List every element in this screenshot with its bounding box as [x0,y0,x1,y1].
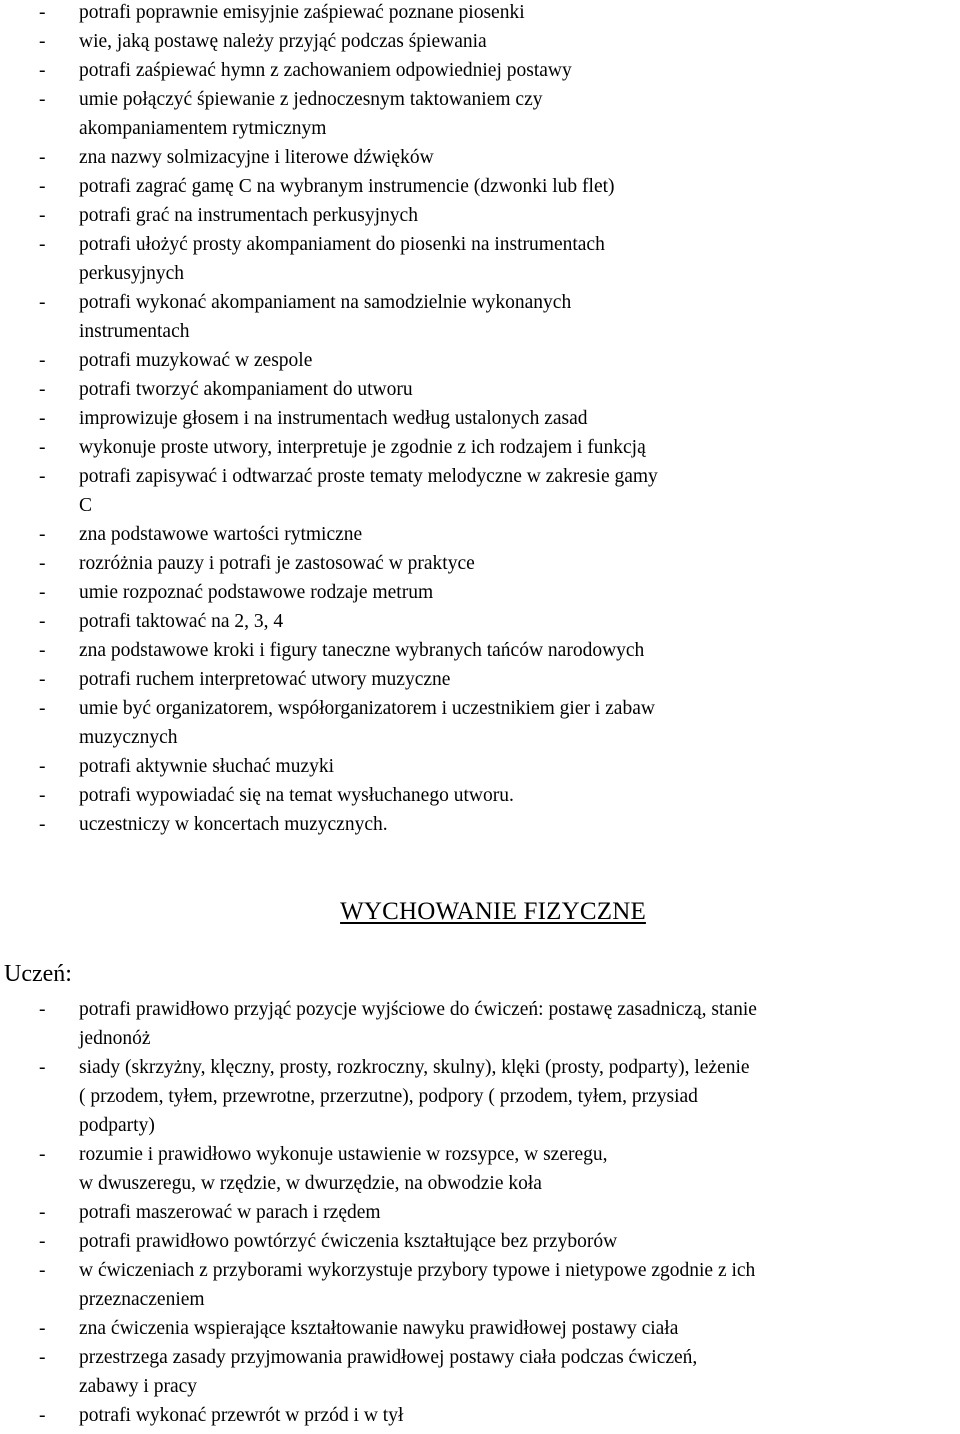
list-item-text: przeznaczeniem [79,1289,205,1310]
bullet-dash: - [39,176,46,197]
bullet-dash: - [39,1202,46,1223]
bullet-dash: - [39,698,46,719]
list-item-text: potrafi tworzyć akompaniament do utworu [79,379,413,400]
list-item-text: ( przodem, tyłem, przewrotne, przerzutne), podpory ( przodem, tyłem, przysiad [79,1086,698,1107]
list-item-text: potrafi muzykować w zespole [79,350,313,371]
bullet-dash: - [39,31,46,52]
list-item-text: potrafi poprawnie emisyjnie zaśpiewać poznane piosenki [79,2,525,23]
list-item-text: jednonóż [79,1028,151,1049]
list-item-text: zna podstawowe kroki i figury taneczne wybranych tańców narodowych [79,640,645,661]
bullet-dash: - [39,205,46,226]
list-item-text: potrafi zapisywać i odtwarzać proste tematy melodyczne w zakresie gamy [79,466,658,487]
bullet-dash: - [39,1318,46,1339]
bullet-dash: - [39,524,46,545]
list-item-text: rozróżnia pauzy i potrafi je zastosować w praktyce [79,553,475,574]
list-item [0,752,960,781]
list-item-text: zna ćwiczenia wspierające kształtowanie nawyku prawidłowej postawy ciała [79,1318,679,1339]
list-item-text: uczestniczy w koncertach muzycznych. [79,814,388,835]
list-item [0,1256,960,1314]
list-item-text: potrafi taktować na 2, 3, 4 [79,611,284,632]
list-item-text: potrafi aktywnie słuchać muzyki [79,756,335,777]
bullet-dash: - [39,785,46,806]
list-item [0,810,960,839]
list-item [0,578,960,607]
list-item [0,143,960,172]
list-item [0,56,960,85]
bullet-dash: - [39,292,46,313]
list-item-text: potrafi wykonać akompaniament na samodzielnie wykonanych [79,292,572,313]
list-item [0,636,960,665]
list-item [0,462,960,520]
list-item [0,1140,960,1198]
list-item [0,433,960,462]
bullet-dash: - [39,437,46,458]
list-item [0,230,960,288]
bullet-dash: - [39,379,46,400]
student-label: Uczeń: [4,961,72,987]
list-item [0,995,960,1053]
list-item [0,549,960,578]
bullet-dash: - [39,350,46,371]
list-item [0,1343,960,1401]
bullet-dash: - [39,582,46,603]
list-item-text: akompaniamentem rytmicznym [79,118,327,139]
list-item [0,694,960,752]
list-item [0,172,960,201]
bullet-dash: - [39,89,46,110]
list-item [0,27,960,56]
list-item-text: zna podstawowe wartości rytmiczne [79,524,363,545]
bullet-dash: - [39,2,46,23]
list-item-text: instrumentach [79,321,190,342]
list-item [0,201,960,230]
list-item [0,85,960,143]
list-item-text: potrafi grać na instrumentach perkusyjnych [79,205,418,226]
list-item-text: w ćwiczeniach z przyborami wykorzystuje przybory typowe i nietypowe zgodnie z ich [79,1260,756,1281]
bullet-dash: - [39,60,46,81]
list-item-text: wykonuje proste utwory, interpretuje je zgodnie z ich rodzajem i funkcją [79,437,646,458]
section-title: WYCHOWANIE FIZYCZNE [340,898,646,925]
list-item-text: przestrzega zasady przyjmowania prawidłowej postawy ciała podczas ćwiczeń, [79,1347,698,1368]
list-item-text: potrafi prawidłowo przyjąć pozycje wyjściowe do ćwiczeń: postawę zasadniczą, stanie [79,999,757,1020]
list-item [0,1401,960,1430]
bullet-dash: - [39,553,46,574]
list-item-text: potrafi maszerować w parach i rzędem [79,1202,381,1223]
bullet-dash: - [39,1231,46,1252]
list-item [0,375,960,404]
list-item-text: potrafi prawidłowo powtórzyć ćwiczenia kształtujące bez przyborów [79,1231,618,1252]
list-item-text: w dwuszeregu, w rzędzie, w dwurzędzie, na obwodzie koła [79,1173,542,1194]
list-item [0,1053,960,1140]
list-item [0,781,960,810]
list-item [0,404,960,433]
list-item-text: siady (skrzyżny, klęczny, prosty, rozkroczny, skulny), klęki (prosty, podparty), leżenie [79,1057,750,1078]
bullet-dash: - [39,1260,46,1281]
bullet-dash: - [39,611,46,632]
list-item-text: umie połączyć śpiewanie z jednoczesnym taktowaniem czy [79,89,543,110]
list-item [0,607,960,636]
list-item-text: podparty) [79,1115,155,1136]
list-item-text: zna nazwy solmizacyjne i literowe dźwięków [79,147,434,168]
bullet-dash: - [39,814,46,835]
list-item [0,1198,960,1227]
bullet-dash: - [39,756,46,777]
list-item-text: potrafi wypowiadać się na temat wysłuchanego utworu. [79,785,514,806]
list-item [0,665,960,694]
list-item-text: potrafi wykonać przewrót w przód i w tył [79,1405,404,1426]
pe-skills-list [0,995,960,1430]
bullet-dash: - [39,147,46,168]
list-item [0,1314,960,1343]
list-item [0,288,960,346]
list-item-text: perkusyjnych [79,263,185,284]
list-item-text: umie być organizatorem, współorganizatorem i uczestnikiem gier i zabaw [79,698,655,719]
bullet-dash: - [39,408,46,429]
bullet-dash: - [39,234,46,255]
list-item [0,520,960,549]
bullet-dash: - [39,466,46,487]
list-item-text: potrafi zagrać gamę C na wybranym instrumencie (dzwonki lub flet) [79,176,615,197]
bullet-dash: - [39,640,46,661]
list-item [0,1227,960,1256]
bullet-dash: - [39,999,46,1020]
list-item-text: potrafi ułożyć prosty akompaniament do piosenki na instrumentach [79,234,605,255]
bullet-dash: - [39,669,46,690]
list-item-text: improwizuje głosem i na instrumentach według ustalonych zasad [79,408,588,429]
bullet-dash: - [39,1057,46,1078]
list-item-text: muzycznych [79,727,178,748]
list-item-text: rozumie i prawidłowo wykonuje ustawienie w rozsypce, w szeregu, [79,1144,608,1165]
bullet-dash: - [39,1405,46,1426]
list-item-text: potrafi ruchem interpretować utwory muzyczne [79,669,451,690]
list-item-text: potrafi zaśpiewać hymn z zachowaniem odpowiedniej postawy [79,60,572,81]
list-item [0,346,960,375]
bullet-dash: - [39,1144,46,1165]
list-item-text: C [79,495,93,516]
list-item [0,0,960,27]
list-item-text: umie rozpoznać podstawowe rodzaje metrum [79,582,434,603]
list-item-text: zabawy i pracy [79,1376,198,1397]
bullet-dash: - [39,1347,46,1368]
list-item-text: wie, jaką postawę należy przyjąć podczas śpiewania [79,31,487,52]
